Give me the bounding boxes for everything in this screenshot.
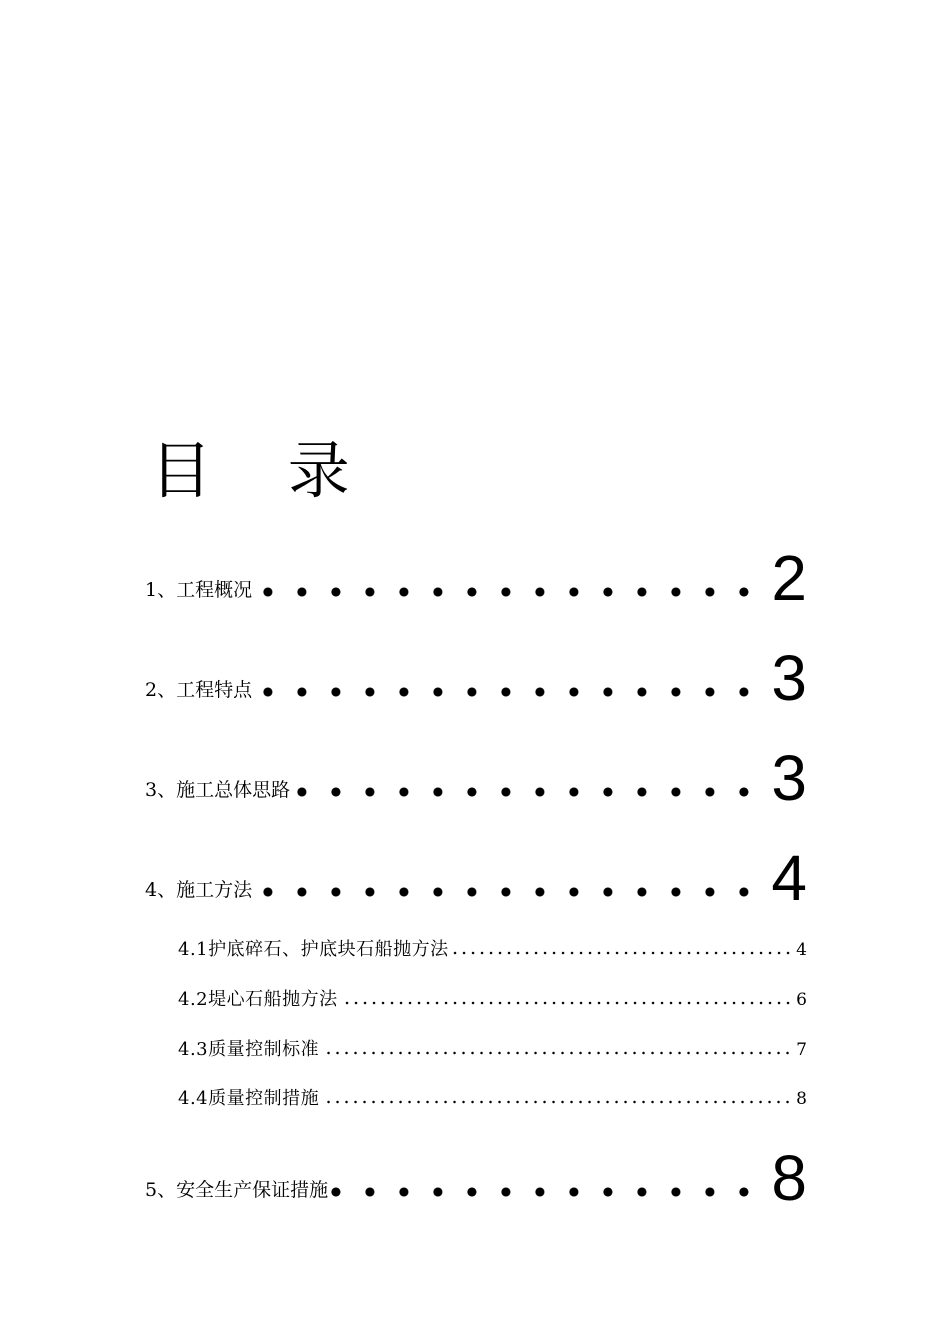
toc-entry-page: 3 [771, 642, 807, 714]
toc-entry-label: 5、安全生产保证措施 [145, 1179, 329, 1201]
dot-leader [254, 682, 761, 702]
dot-leader [451, 950, 793, 956]
toc-entry-page: 4 [796, 940, 807, 960]
toc-entry-4[interactable] [145, 830, 807, 914]
dot-leader [340, 1000, 793, 1006]
toc-entry-page: 6 [796, 990, 807, 1010]
toc-entry-label: 4.3质量控制标准 [178, 1039, 320, 1060]
toc-entry-label: 4、施工方法 [145, 879, 253, 901]
toc-entry-label: 4.4质量控制措施 [178, 1088, 320, 1109]
dot-leader [321, 1099, 792, 1105]
toc-entry-page: 8 [796, 1089, 807, 1109]
toc-entry-label: 2、工程特点 [145, 679, 253, 701]
dot-leader [321, 1050, 792, 1056]
dot-leader [254, 882, 761, 902]
toc-entry-page: 4 [771, 842, 807, 914]
toc-entry-page: 8 [771, 1142, 807, 1214]
toc-entry-label: 1、工程概况 [145, 579, 253, 601]
toc-entry-page: 3 [771, 742, 807, 814]
toc-entry-label: 4.1护底碎石、护底块石船抛方法 [178, 939, 449, 960]
toc-subentry-4-2[interactable] [178, 985, 807, 1011]
toc-entry-5[interactable] [145, 1130, 807, 1214]
toc-entry-page: 2 [771, 542, 807, 614]
toc-subentry-4-1[interactable] [178, 935, 807, 961]
dot-leader [330, 1182, 761, 1202]
toc-subentry-4-3[interactable] [178, 1035, 807, 1061]
toc-entry-label: 3、施工总体思路 [145, 779, 291, 801]
toc-entry-1[interactable] [145, 530, 807, 614]
dot-leader [292, 782, 761, 802]
toc-entry-label: 4.2堤心石船抛方法 [178, 989, 338, 1010]
toc-title: 目 录 [150, 434, 378, 507]
dot-leader [254, 582, 761, 602]
toc-subentry-4-4[interactable] [178, 1084, 807, 1110]
toc-entry-2[interactable] [145, 630, 807, 714]
toc-entry-3[interactable] [145, 730, 807, 814]
toc-entry-page: 7 [796, 1040, 807, 1060]
